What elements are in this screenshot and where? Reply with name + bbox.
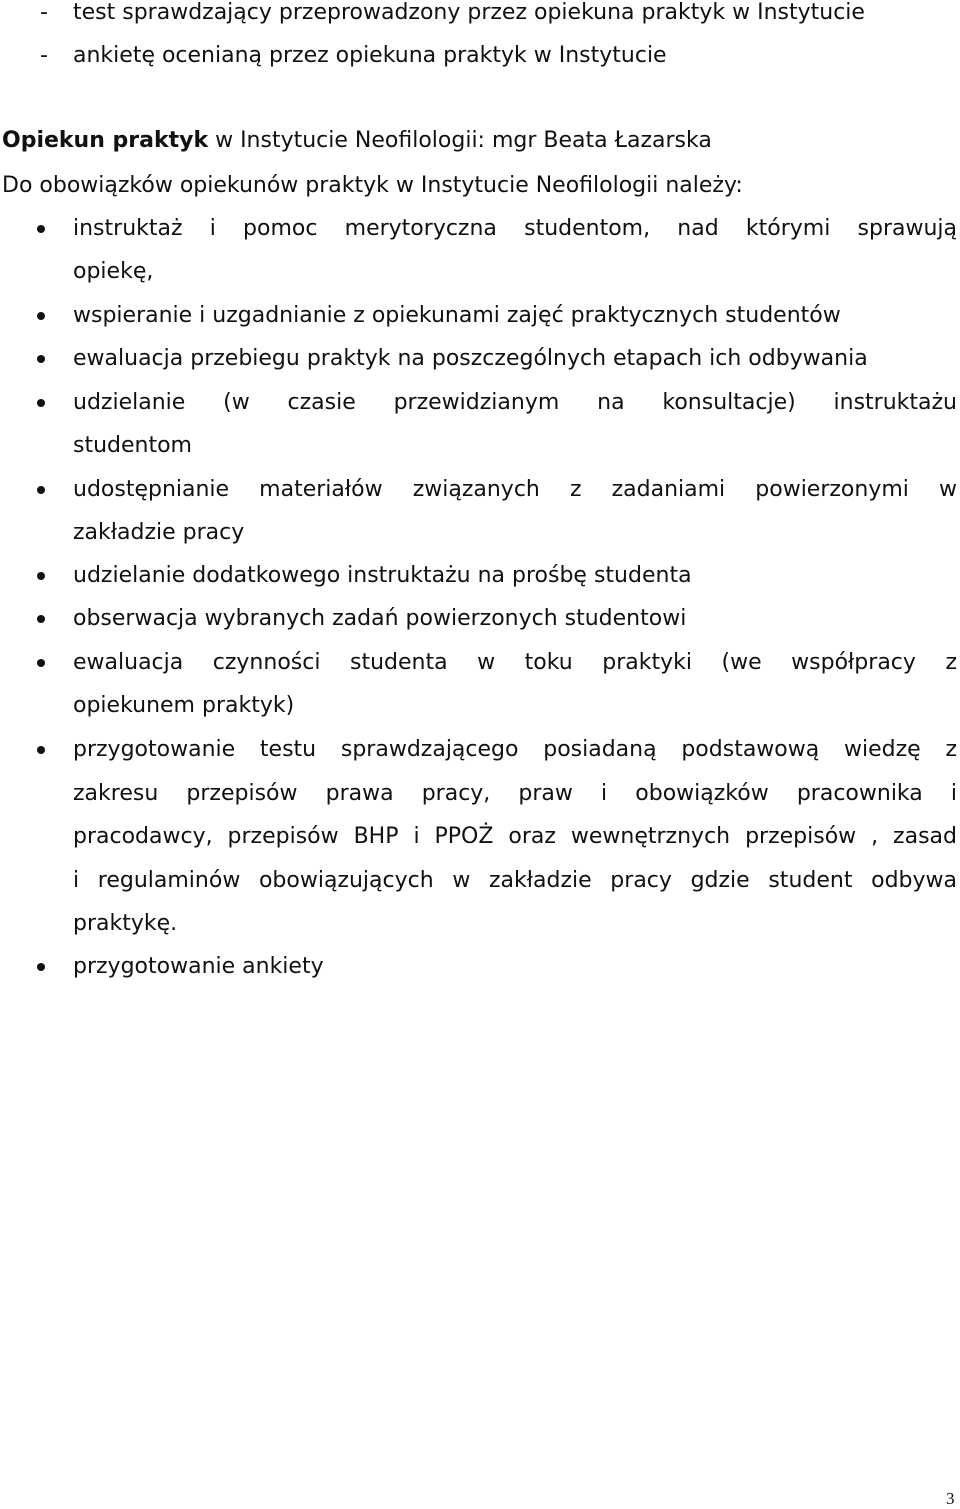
dash-item-text: test sprawdzający przeprowadzony przez opiekuna praktyk w Instytucie	[73, 0, 865, 25]
duty-line: opiekunem praktyk)	[73, 693, 295, 718]
duty-line: studentom	[73, 433, 192, 458]
duty-line: przygotowanie testu sprawdzającego posiadaną podstawową wiedzę z	[73, 737, 957, 762]
duty-line: udostępnianie materiałów związanych z zadaniami powierzonymi w	[73, 477, 957, 502]
duty-line: udzielanie (w czasie przewidzianym na konsultacje) instruktażu	[73, 390, 957, 415]
bullet-icon	[37, 572, 45, 580]
bullet-icon	[37, 399, 45, 407]
duty-line: zakresu przepisów prawa pracy, praw i obowiązków pracownika i	[73, 781, 957, 806]
coordinator-text: w Instytucie Neofilologii: mgr Beata Łazarska	[208, 128, 712, 153]
duty-line: i regulaminów obowiązujących w zakładzie pracy gdzie student odbywa	[73, 868, 957, 893]
duty-line: opiekę,	[73, 259, 154, 284]
page-number: 3	[946, 1489, 955, 1508]
duty-line: przygotowanie ankiety	[73, 954, 324, 979]
bullet-icon	[37, 615, 45, 623]
dash-item-text: ankietę ocenianą przez opiekuna praktyk w Instytucie	[73, 43, 667, 68]
duty-line: ewaluacja czynności studenta w toku praktyki (we współpracy z	[73, 650, 957, 675]
duty-line: zakładzie pracy	[73, 520, 245, 545]
bullet-icon	[37, 486, 45, 494]
bullet-icon	[37, 963, 45, 971]
duty-line: pracodawcy, przepisów BHP i PPOŻ oraz wewnętrznych przepisów , zasad	[73, 824, 957, 849]
duty-line: wspieranie i uzgadnianie z opiekunami zajęć praktycznych studentów	[73, 303, 841, 328]
duty-line: ewaluacja przebiegu praktyk na poszczególnych etapach ich odbywania	[73, 346, 868, 371]
duty-line: instruktaż i pomoc merytoryczna studentom, nad którymi sprawują	[73, 216, 957, 241]
bullet-icon	[37, 312, 45, 320]
bullet-icon	[37, 355, 45, 363]
duty-line: obserwacja wybranych zadań powierzonych studentowi	[73, 606, 687, 631]
duties-intro: Do obowiązków opiekunów praktyk w Instytucie Neofilologii należy:	[2, 173, 743, 198]
duty-line: praktykę.	[73, 911, 178, 936]
coordinator-label: Opiekun praktyk	[2, 128, 209, 153]
bullet-icon	[37, 225, 45, 233]
coordinator-line	[2, 128, 957, 154]
dash-marker: -	[40, 43, 48, 68]
dash-marker: -	[40, 0, 48, 25]
duty-line: udzielanie dodatkowego instruktażu na prośbę studenta	[73, 563, 692, 588]
bullet-icon	[37, 659, 45, 667]
bullet-icon	[37, 746, 45, 754]
